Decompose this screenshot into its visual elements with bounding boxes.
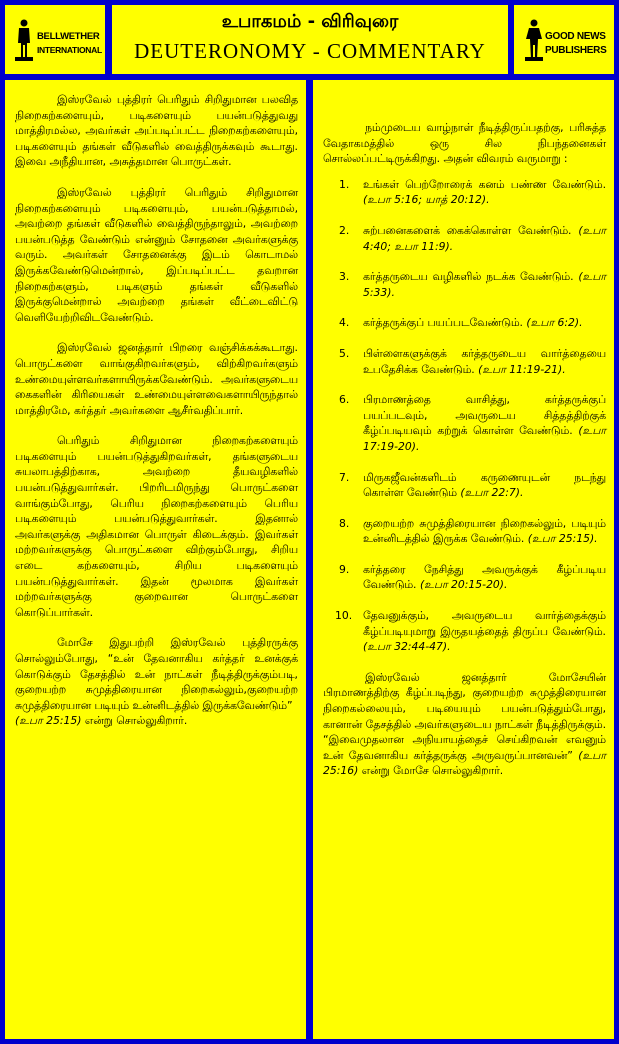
- list-text: கர்த்தருடைய வழிகளில் நடக்க வேண்டும்.: [363, 270, 579, 284]
- paragraph: இஸ்ரவேல் புத்திரர் பெரிதும் சிறிதுமான நிறைகற்களையும் படிகளையும், பயன்படுத்தாமல், அவற்றை தங்கள் வீடுகளில் வைத்திருந்தாலும், அவற்றை பயன்படுத்த வேண்டும் என்னும் சோதனை அவர்களுக்கு வரும். அவர்கள் சோதனைக்கு இடம் கொடாமல் இருக்கவேண்டுமென்றால், இப்படிப்பட்ட தவறான நிறைகற்களும், படிகளும் தங்கள் வீடுகளில் இருக்குமென்றால் அவற்றை தங்கள் வீட்டைவிட்டு வெளியேற்றிவிடவேண்டும்.: [15, 185, 298, 324]
- list-item: [323, 562, 606, 593]
- page-title-english: DEUTERONOMY - COMMENTARY: [134, 39, 486, 63]
- scripture-reference: (உபா 17:19-20).: [363, 424, 606, 453]
- list-item: [323, 269, 606, 300]
- list-item: [323, 470, 606, 501]
- scripture-reference: (உபா 4:40; உபா 11:9).: [363, 223, 606, 253]
- left-logo-line2: INTERNATIONAL: [37, 45, 102, 55]
- scripture-reference: (உபா 32:44-47).: [363, 640, 451, 654]
- list-number: 9.: [339, 562, 350, 576]
- scripture-reference: (உபா 25:16): [323, 748, 606, 778]
- scripture-reference: (உபா 25:15): [15, 714, 82, 728]
- scripture-reference: (உபா 20:15-20).: [419, 578, 508, 592]
- paragraph-text: மோசே இதுபற்றி இஸ்ரவேல் புத்திரருக்கு சொல்லும்போது, “உன் தேவனாகிய கர்த்தர் உனக்குக் கொடுக்கும் தேசத்தில் உன் நாட்கள் நீடித்திருக்கும்படி, குறையற்ற சுமுத்திரையான நிறைகல்லும்,குறையற்ற சுமுத்திரையான படியும் உன்னிடத்தில் இருக்கவேண்டும்”: [15, 636, 298, 712]
- list-text: கர்த்தருக்குப் பயப்படவேண்டும்.: [363, 316, 527, 330]
- conditions-list: [323, 177, 606, 655]
- closing-paragraph: [323, 670, 606, 779]
- list-item: [323, 223, 606, 254]
- page-title-tamil: உபாகமம் - விரிவுரை: [221, 11, 399, 32]
- list-item: [323, 346, 606, 377]
- scripture-reference: (உபா 25:15).: [527, 532, 598, 546]
- scripture-reference: (உபா 5:33).: [363, 270, 606, 299]
- right-logo-line2: PUBLISHERS: [545, 45, 607, 56]
- paragraph-tail: என்று மோசே சொல்லுகிறார்.: [358, 764, 504, 778]
- left-column-text: [5, 80, 306, 744]
- good-news-logo: [524, 19, 606, 63]
- right-logo-line1: GOOD NEWS: [545, 31, 606, 42]
- paragraph: பெரிதும் சிறிதுமான நிறைகற்களையும் படிகளையும் பயன்படுத்துகிறவர்கள், தங்களுடைய சுயலாபத்திற்காக, அவற்றை தீயவழிகளில் பயன்படுத்துவார்கள். பிறரிடமிருந்து பொருட்களை வாங்கும்போது, பெரிய நிறைகற்களையும் பெரிய படிகளையும் பயன்படுத்துவார்கள். இதனால் அவர்களுக்கு அதிகமான பொருள் கிடைக்கும். இவர்கள் மற்றவர்களுக்கு பொருட்களை விற்கும்போது, சிறிய எடை கற்களையும், சிறிய படிகளையும் பயன்படுத்துவார்கள். இதன் மூலமாக இவர்கள் மற்றவர்களுக்கு குறைவான பொருட்களை கொடுப்பார்கள்.: [15, 434, 298, 619]
- paragraph: இஸ்ரவேல் புத்திரர் பெரிதும் சிறிதுமான பலவித நிறைகற்களையும், படிகளையும் பயன்படுத்துவது மாத்திரமல்ல, அவர்கள் அப்படிப்பட்ட நிறைகற்களையும், படிகளையும் தங்கள் வீடுகளில் வைத்திருக்கவும் கூடாது. இவை அநீதியான, அசுத்தமான பொருட்கள்.: [15, 93, 298, 169]
- list-number: 3.: [339, 270, 350, 284]
- scripture-reference: (உபா 5:16; யாத் 20:12).: [363, 193, 490, 207]
- list-number: 5.: [339, 346, 350, 360]
- scripture-reference: (உபா 6:2).: [526, 316, 583, 330]
- left-logo-line1: BELLWETHER: [37, 31, 100, 42]
- figure-logo-icon: [524, 19, 544, 61]
- list-text: கர்த்தரை நேசித்து அவருக்குக் கீழ்ப்படிய வேண்டும்.: [363, 562, 606, 592]
- list-text: பிள்ளைகளுக்குக் கர்த்தருடைய வார்த்தையை உபதேசிக்க வேண்டும்.: [363, 346, 606, 376]
- list-number: 1.: [339, 177, 350, 191]
- right-column: [313, 80, 614, 1039]
- list-number: 4.: [339, 316, 350, 330]
- left-column: [5, 80, 306, 1039]
- list-item: [323, 315, 606, 331]
- list-number: 10.: [335, 609, 353, 623]
- scripture-reference: (உபா 11:19-21).: [478, 362, 566, 376]
- list-text: குறையற்ற சுமுத்திரையான நிறைகல்லும், படியும் உன்னிடத்தில் இருக்க வேண்டும்.: [363, 516, 606, 546]
- list-text: தேவனுக்கும், அவருடைய வார்த்தைக்கும் கீழ்ப்படியுமாறு இருதயத்தைத் திருப்ப வேண்டும்.: [363, 609, 606, 638]
- list-text: உங்கள் பெற்றோரைக் கனம் பண்ண வேண்டும்.: [363, 177, 606, 191]
- list-number: 7.: [339, 470, 350, 484]
- right-column-text: [313, 80, 614, 794]
- list-item: [323, 392, 606, 454]
- paragraph-tail: என்று சொல்லுகிறார்.: [81, 714, 188, 728]
- paragraph: இஸ்ரவேல் ஜனத்தார் பிறரை வஞ்சிக்கக்கூடாது. பொருட்களை வாங்குகிறவர்களும், விற்கிறவர்களும் உண்மையுள்ளவர்களாயிருக்கவேண்டும். அவர்களுடைய கைகளின் கிரியைகள் உண்மையுள்ளவைகளாயிருந்தால் மாத்திரமே, கர்த்தர் அவர்களை ஆசீர்வதிப்பார்.: [15, 341, 298, 417]
- paragraph: [15, 635, 298, 729]
- list-item: [323, 608, 606, 655]
- scripture-reference: (உபா 22:7).: [460, 486, 524, 500]
- list-number: 2.: [339, 223, 350, 237]
- paragraph-text: இஸ்ரவேல் ஜனத்தார் மோசேயின் பிரமாணத்திற்கு கீழ்ப்படிந்து, குறையற்ற சுமுத்திரையான நிறைகல்லையும், படியையும் பயன்படுத்தும்போது, கானான் தேசத்தில் அவர்களுடைய நாட்கள் நீடித்திருக்கும். “இவைமுதலான அநியாயத்தைச் செய்கிறவன் எவனும் உன் தேவனாகிய கர்த்தருக்கு அருவருப்பானவன்”: [323, 670, 607, 762]
- header-right-logo-panel: [514, 5, 614, 74]
- list-number: 8.: [339, 516, 350, 530]
- list-text: மிருகஜீவன்களிடம் கருணையுடன் நடந்து கொள்ள வேண்டும்: [363, 470, 606, 500]
- bellwether-logo: [15, 19, 102, 63]
- intro-paragraph: நம்முடைய வாழ்நாள் நீடித்திருப்பதற்கு, பரிசுத்த வேதாகமத்தில் ஒரு சில நிபந்தனைகள் சொல்லப்பட்டிருக்கிறது. அதன் விவரம் வருமாறு :: [323, 121, 606, 166]
- list-text: சுற்பனைகளைக் கைக்கொள்ள வேண்டும்.: [363, 223, 579, 237]
- list-number: 6.: [339, 393, 350, 407]
- list-item: [323, 177, 606, 208]
- header-left-logo-panel: [5, 5, 105, 74]
- list-item: [323, 516, 606, 547]
- header-title-panel: [112, 5, 508, 74]
- list-text: பிரமாணத்தை வாசித்து, கர்த்தருக்குப் பயப்படவும், அவருடைய சித்தத்திற்குக் கீழ்ப்படியவும் கற்றுக் கொள்ள வேண்டும்.: [363, 393, 606, 438]
- figure-logo-icon: [15, 19, 33, 61]
